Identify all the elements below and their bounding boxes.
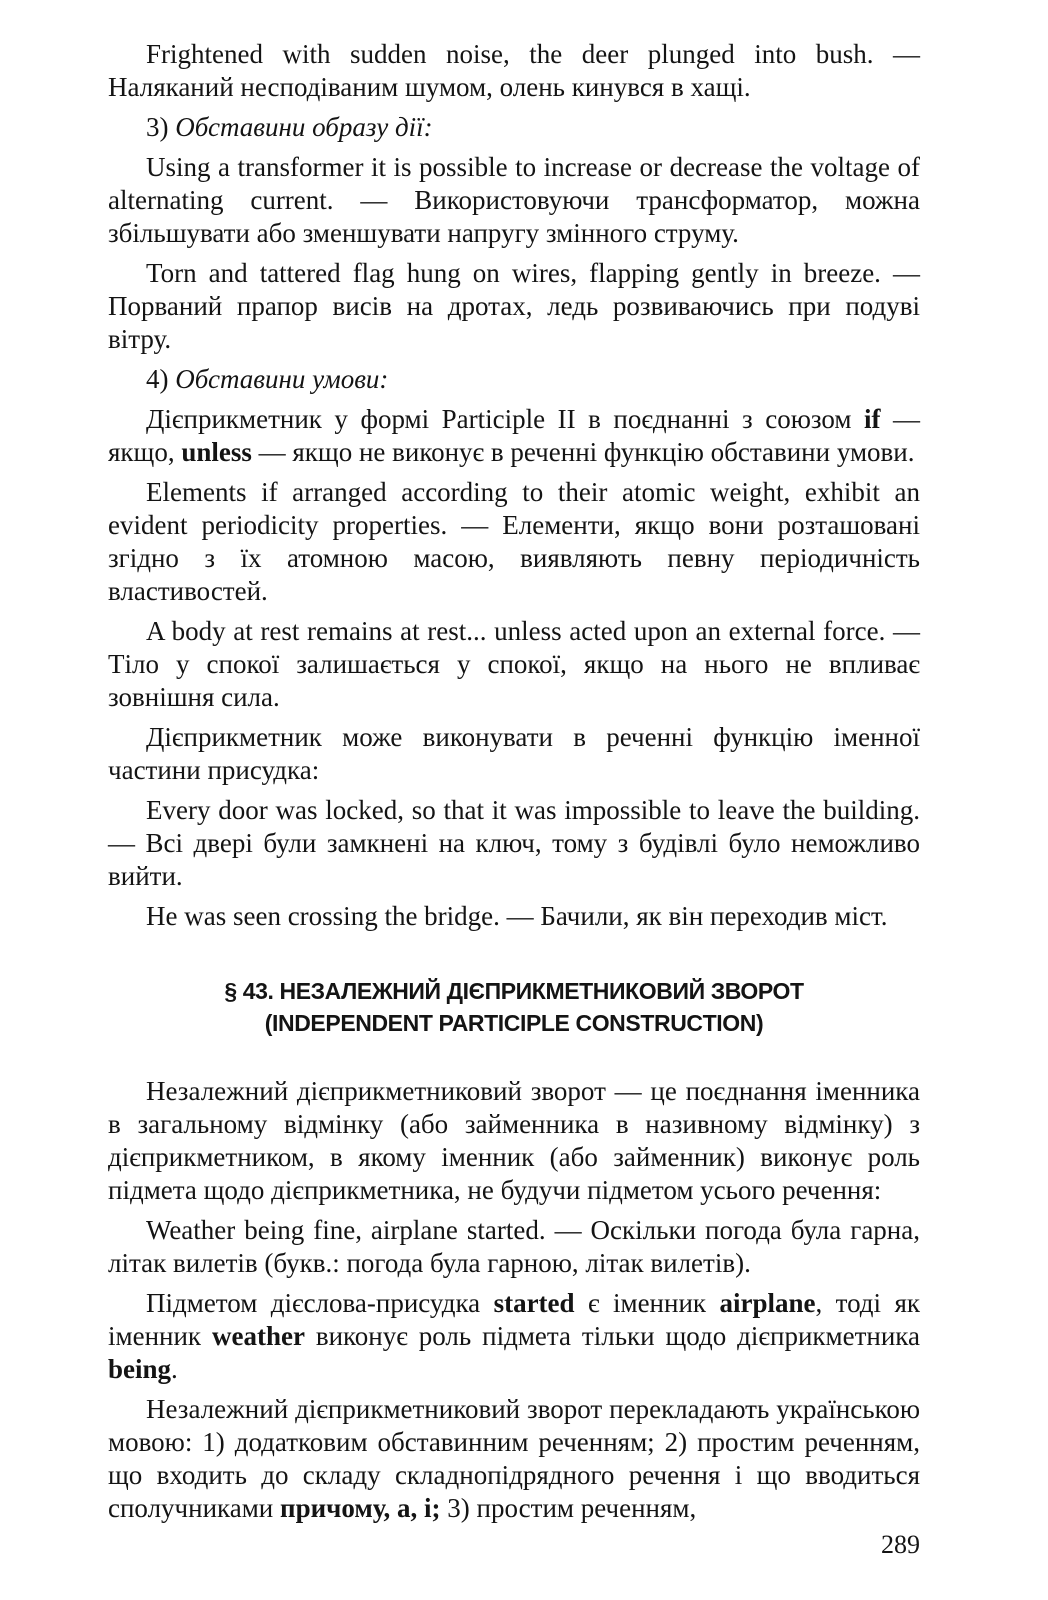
paragraph <box>108 151 920 250</box>
text-run: Дієприкметник може виконувати в реченні функцію іменної частини присудка: <box>108 722 920 785</box>
italic-subheading: Обставини образу дії: <box>175 112 433 142</box>
text-run: Using a transformer it is possible to increase or decrease the voltage of alternating current. — Використовуючи трансформатор, можна збільшувати або зменшувати напругу змінного струму. <box>108 152 920 248</box>
page-body <box>108 38 920 1532</box>
text-run: Незалежний дієприкметниковий зворот — це поєднання іменника в загальному відмінку (або займенника в називному відмінку) з дієприкметником, в якому іменник (або займенник) виконує роль підмета щодо дієприкметника, не будучи підметом усього речення: <box>108 1076 920 1205</box>
paragraph <box>108 38 920 104</box>
text-run: Every door was locked, so that it was impossible to leave the building. — Всі двері були замкнені на ключ, тому з будівлі було неможливо вийти. <box>108 795 920 891</box>
text-run: Frightened with sudden noise, the deer plunged into bush. — Наляканий несподіваним шумом, олень кинувся в хащі. <box>108 39 920 102</box>
text-run: Підметом дієслова-присудка <box>146 1288 494 1318</box>
bold-term: airplane <box>719 1288 816 1318</box>
section-title-line-2: (INDEPENDENT PARTICIPLE CONSTRUCTION) <box>264 1010 764 1036</box>
text-run: виконує роль підмета тільки щодо дієприкметника <box>304 1321 920 1351</box>
paragraph <box>108 476 920 608</box>
bold-term: being <box>108 1354 172 1384</box>
text-run: 4) <box>146 364 176 394</box>
paragraph <box>108 615 920 714</box>
text-run: He was seen crossing the bridge. — Бачили, як він переходив міст. <box>146 901 888 931</box>
text-run: . <box>171 1354 178 1384</box>
paragraph <box>108 257 920 356</box>
paragraph <box>108 1393 920 1525</box>
text-run: — якщо не виконує в реченні функцію обставини умови. <box>251 437 915 467</box>
paragraph <box>108 1075 920 1207</box>
paragraph <box>108 363 920 396</box>
text-run: Дієприкметник у формі Participle II в поєднанні з союзом <box>146 404 864 434</box>
page-number: 289 <box>881 1530 920 1559</box>
text-run: Weather being fine, airplane started. — Оскільки погода була гарна, літак вилетів (букв.: погода була гарною, літак вилетів). <box>108 1215 920 1278</box>
bold-term: if <box>863 404 881 434</box>
bold-term: weather <box>211 1321 305 1351</box>
section-title-line-1: § 43. НЕЗАЛЕЖНИЙ ДІЄПРИКМЕТНИКОВИЙ ЗВОРОТ <box>224 978 804 1004</box>
paragraph <box>108 403 920 469</box>
text-run: Незалежний дієприкметниковий зворот перекладають українською мовою: 1) додатковим обставинним реченням; 2) простим реченням, що входить до складу складнопідрядного речення і що вводиться сполучниками <box>108 1394 920 1523</box>
text-run: , тоді як іменник <box>108 1288 920 1351</box>
text-block-top <box>108 38 920 933</box>
text-run: 3) простим реченням, <box>440 1493 697 1523</box>
text-run: 3) <box>146 112 176 142</box>
bold-term: started <box>493 1288 575 1318</box>
text-run: — якщо, <box>108 404 920 467</box>
bold-term: причому, а, і; <box>280 1493 441 1523</box>
paragraph <box>108 900 920 933</box>
paragraph <box>108 111 920 144</box>
text-block-bottom <box>108 1075 920 1525</box>
text-run: Elements if arranged according to their atomic weight, exhibit an evident periodicity properties. — Елементи, якщо вони розташовані згідно з їх атомною масою, виявляють певну періодичність властивостей. <box>108 477 920 606</box>
section-heading <box>108 975 920 1039</box>
italic-subheading: Обставини умови: <box>175 364 389 394</box>
text-run: A body at rest remains at rest... unless acted upon an external force. — Тіло у спокої залишається у спокої, якщо на нього не впливає зовнішня сила. <box>108 616 920 712</box>
bold-term: unless <box>181 437 252 467</box>
text-run: Torn and tattered flag hung on wires, flapping gently in breeze. — Порваний прапор висів на дротах, ледь розвиваючись при подуві вітру. <box>108 258 920 354</box>
paragraph <box>108 794 920 893</box>
paragraph <box>108 1214 920 1280</box>
paragraph <box>108 1287 920 1386</box>
text-run: є іменник <box>574 1288 720 1318</box>
paragraph <box>108 721 920 787</box>
